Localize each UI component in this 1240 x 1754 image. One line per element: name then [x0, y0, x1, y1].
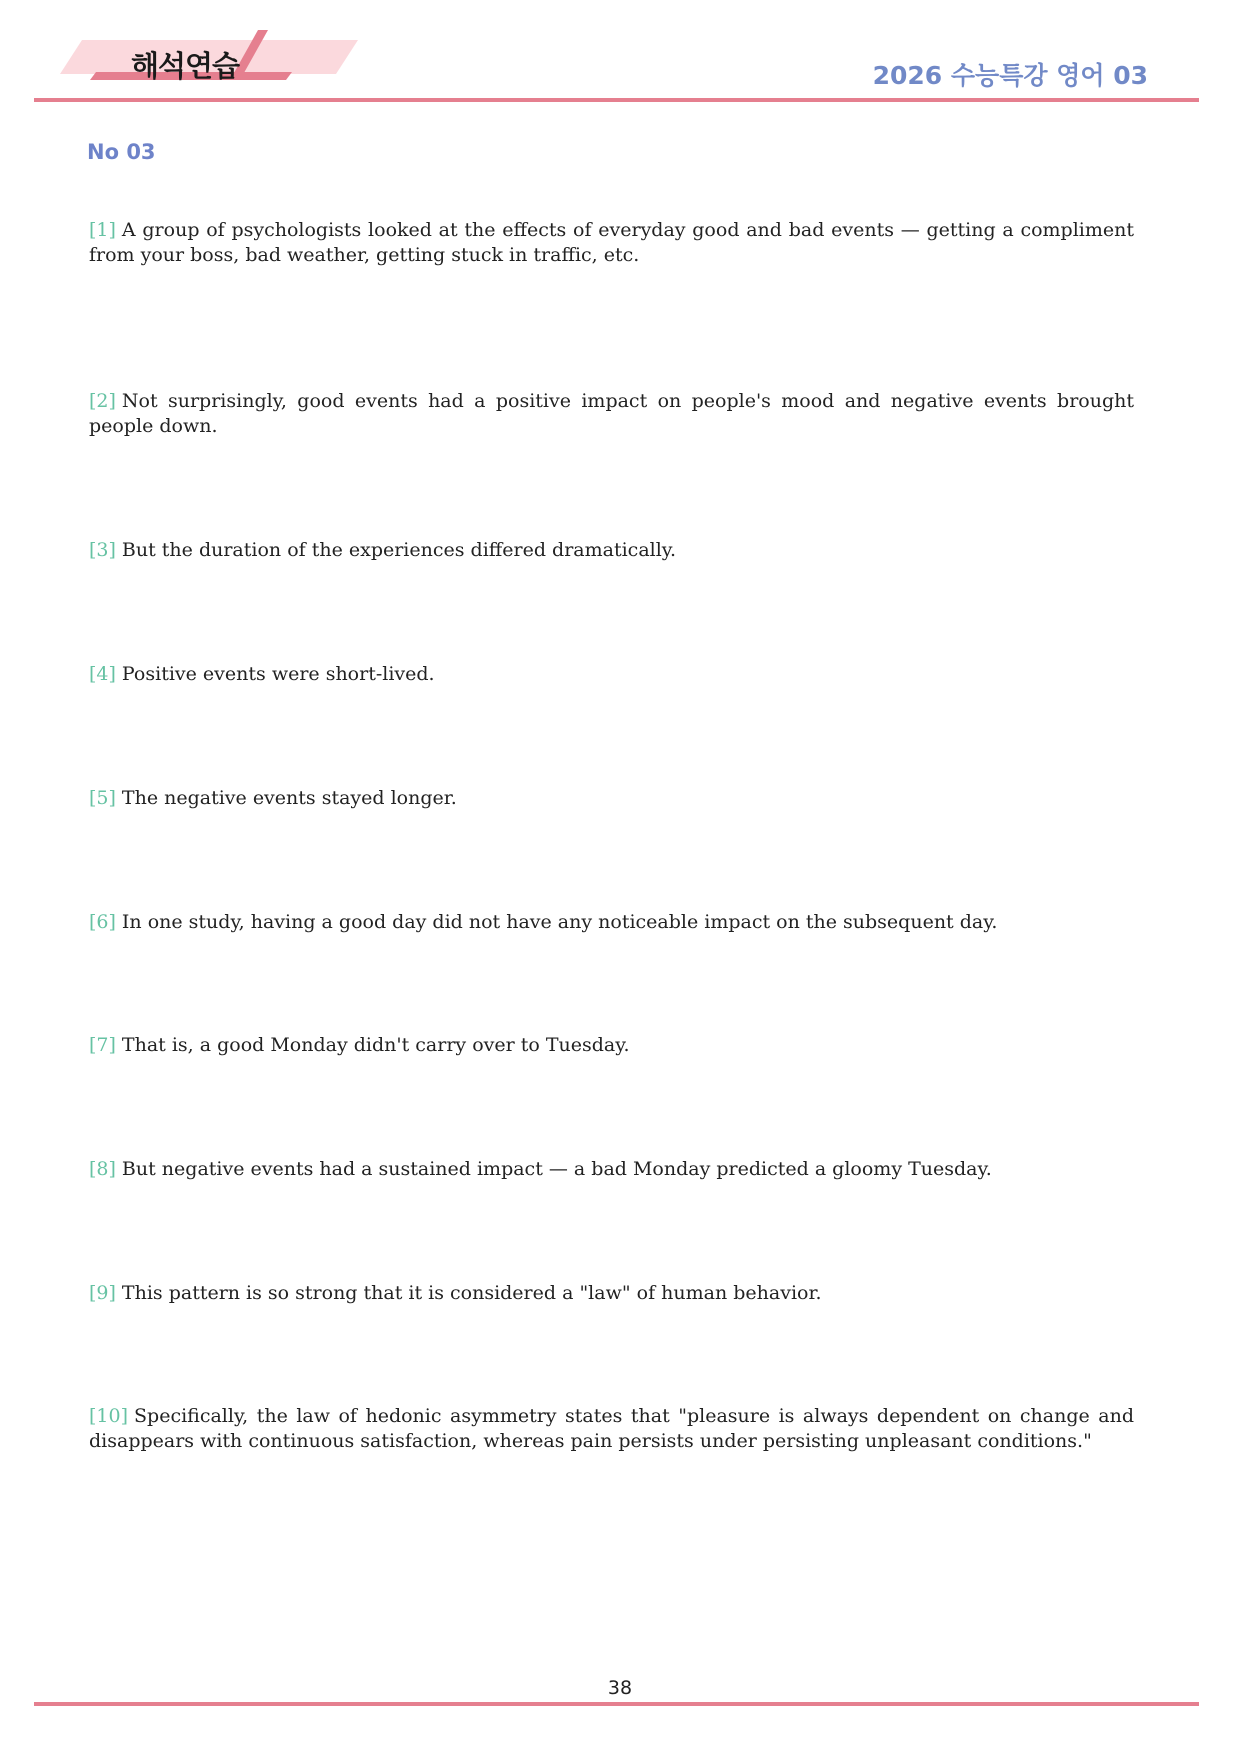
question-number: No 03: [87, 140, 156, 164]
sentence-number: [4]: [89, 663, 116, 685]
sentence-4: [89, 662, 1134, 687]
sentence-text: But the duration of the experiences differed dramatically.: [121, 539, 677, 561]
sentence-number: [10]: [89, 1405, 129, 1427]
sentence-1: [89, 218, 1134, 268]
sentence-number: [1]: [89, 219, 116, 241]
sentence-text: The negative events stayed longer.: [121, 787, 457, 809]
sentence-text: This pattern is so strong that it is considered a "law" of human behavior.: [121, 1282, 822, 1304]
sentence-3: [89, 538, 1134, 563]
sentence-text: In one study, having a good day did not have any noticeable impact on the subsequent day.: [121, 911, 998, 933]
sentence-text: A group of psychologists looked at the effects of everyday good and bad events — getting a compliment from your boss, bad weather, getting stuck in traffic, etc.: [89, 219, 1134, 266]
sentence-text: Specifically, the law of hedonic asymmetry states that "pleasure is always dependent on change and disappears with continuous satisfaction, whereas pain persists under persisting unpleasant conditions.": [89, 1405, 1134, 1452]
footer-divider: [34, 1702, 1199, 1706]
sentence-10: [89, 1404, 1134, 1454]
sentence-7: [89, 1033, 1134, 1058]
header-divider: [34, 98, 1199, 102]
sentence-6: [89, 910, 1134, 935]
book-title: 2026 수능특강 영어 03: [872, 61, 1148, 90]
sentence-9: [89, 1281, 1134, 1306]
sentence-text: Positive events were short-lived.: [121, 663, 435, 685]
sentence-8: [89, 1157, 1134, 1182]
sentence-number: [3]: [89, 539, 116, 561]
page-number: 38: [607, 1677, 633, 1699]
sentence-number: [8]: [89, 1158, 116, 1180]
sentence-text: That is, a good Monday didn't carry over to Tuesday.: [121, 1034, 630, 1056]
sentence-number: [2]: [89, 390, 116, 412]
sentence-5: [89, 786, 1134, 811]
sentence-number: [5]: [89, 787, 116, 809]
sentence-text: Not surprisingly, good events had a positive impact on people's mood and negative events brought people down.: [89, 390, 1134, 437]
sentence-number: [7]: [89, 1034, 116, 1056]
page-section-title: 해석연습: [131, 49, 240, 83]
sentence-number: [6]: [89, 911, 116, 933]
sentence-2: [89, 389, 1134, 439]
sentence-text: But negative events had a sustained impact — a bad Monday predicted a gloomy Tuesday.: [121, 1158, 992, 1180]
sentence-number: [9]: [89, 1282, 116, 1304]
